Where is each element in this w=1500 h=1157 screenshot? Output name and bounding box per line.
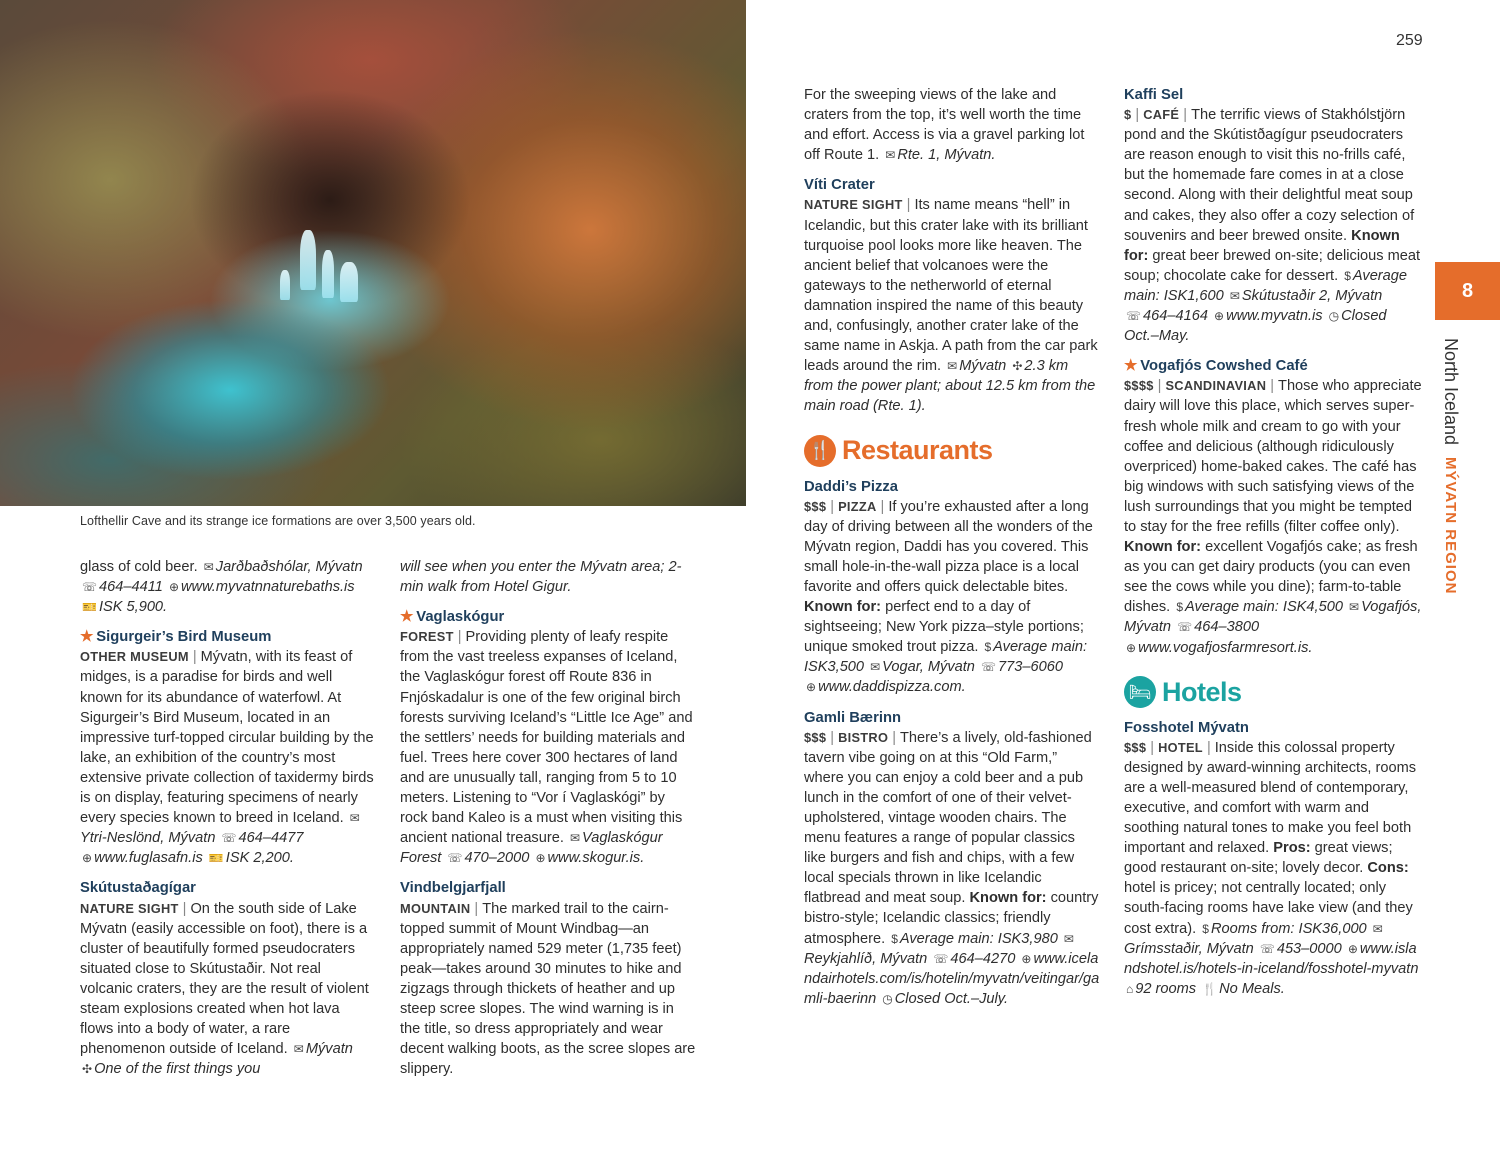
clock-icon: ◷	[882, 991, 893, 1006]
star-icon: ★	[1124, 358, 1138, 375]
entry-body: $$$ | PIZZA | If you’re exhausted after a long day of driving between all the wonders of the Mývatn region, Daddi has you covered. This small hole-in-the-wall pizza place is a local favorite and offers quick delectable bites. Known for: perfect end to a day of sightseeing; New York pizza–style portions; unique smoked trout pizza. $ Average main: ISK3,500 ✉ Vogar, Mývatn ☏ 773–6060 ⊕ www.daddispizza.com.	[804, 498, 1093, 696]
fork-knife-icon: 🍴	[804, 435, 836, 467]
star-icon: ★	[80, 629, 94, 646]
mail-icon: ✉	[947, 359, 958, 374]
globe-icon: ⊕	[535, 851, 546, 866]
entry-body: $ | CAFÉ | The terrific views of Stakhólstjörn pond and the Skútistðagígur pseudocraters are reason enough to visit this no-frills café, but the homemade fare comes in at a close second. Along with their delightful meat soup and cakes, they also offer a cozy selection of souvenirs and beer brewed onsite. Known for: great beer brewed on-site; delicious meat soup; chocolate cake for dessert. $ Average main: ISK1,600 ✉ Skútustaðir 2, Mývatn ☏ 464–4164 ⊕ www.myvatn.is ◷ Closed Oct.–May.	[1124, 107, 1421, 345]
photo-caption: Lofthellir Cave and its strange ice formations are over 3,500 years old.	[80, 514, 476, 528]
mail-icon: ✉	[203, 560, 214, 574]
chapter-tab: 8	[1435, 262, 1500, 320]
hotels-heading: 🛏 Hotels	[1124, 676, 1422, 708]
continued-text: For the sweeping views of the lake and craters from the top, it’s well worth the time and effort. Access is via a gravel parking lot off Route 1. ✉ Rte. 1, Mývatn.	[804, 87, 1085, 164]
website-link[interactable]: www.skogur.is.	[547, 850, 645, 867]
entry-title: ★ Vogafjós Cowshed Café	[1124, 358, 1308, 375]
mail-icon: ✉	[1063, 931, 1074, 946]
chapter-side-label	[1440, 338, 1461, 595]
website-link[interactable]: www.islandshotel.is/hotels-in-iceland/fosshotel-myvatn	[1124, 940, 1419, 977]
ticket-icon: 🎫	[82, 600, 97, 615]
phone-icon: ☏	[980, 660, 996, 675]
phone-icon: ☏	[1126, 309, 1142, 324]
ice-formation	[322, 250, 334, 298]
directions-icon: ✣	[1012, 359, 1023, 374]
globe-icon: ⊕	[82, 851, 93, 866]
continued-text: glass of cold beer. ✉ Jarðbaðshólar, Mývatn ☏ 464–4411 ⊕ www.myvatnnaturebaths.is 🎫 ISK 5,900.	[80, 559, 363, 616]
entry-title: Kaffi Sel	[1124, 87, 1184, 103]
globe-icon: ⊕	[1214, 309, 1225, 324]
phone-icon: ☏	[221, 831, 237, 846]
chapter-title: North Iceland	[1441, 338, 1461, 446]
phone-icon: ☏	[82, 580, 98, 595]
entry-title: Daddi’s Pizza	[804, 478, 899, 495]
phone-icon: ☏	[447, 851, 463, 866]
dollar-icon: $	[984, 640, 992, 655]
entry-title: Gamli Bærinn	[804, 709, 902, 726]
star-icon: ★	[400, 609, 414, 626]
globe-icon: ⊕	[1021, 951, 1032, 966]
column-1	[80, 557, 376, 1079]
continued-text: will see when you enter the Mývatn area; 2-min walk from Hotel Gigur.	[400, 559, 682, 596]
entry-body: NATURE SIGHT | Its name means “hell” in Icelandic, but this crater lake with its brilliant turquoise pool looks more like heaven. The ancient belief that volcanoes were the gateways to the netherworld of eternal damnation inspired the name of this beauty and, confusingly, another crater lake of the same name in Askja. A path from the car park leads around the rim. ✉ Mývatn ✣ 2.3 km from the power plant; about 12.5 km from the main road (Rte. 1).	[804, 197, 1098, 415]
phone-icon: ☏	[1177, 620, 1193, 635]
entry-title: Víti Crater	[804, 177, 875, 194]
bed-icon: ⌂	[1126, 981, 1134, 996]
mail-icon: ✉	[1372, 921, 1383, 936]
dollar-icon: $	[1344, 268, 1351, 283]
cave-photo	[0, 0, 746, 506]
entry-body: OTHER MUSEUM | Mývatn, with its feast of midges, is a paradise for birds and well known for its abundance of waterfowl. At Sigurgeir’s Bird Museum, located in an impressive turf-topped circular building by the lake, an exhibition of the country’s most extensive private collection of taxidermy birds is on display, featuring specimens of nearly every species known to breed in Iceland. ✉Ytri-Neslönd, Mývatn ☏ 464–4477 ⊕ www.fuglasafn.is 🎫 ISK 2,200.	[80, 649, 374, 867]
mail-icon: ✉	[870, 660, 881, 675]
page-number: 259	[1396, 32, 1423, 49]
website-link[interactable]: www.fuglasafn.is	[94, 850, 203, 867]
column-3	[804, 85, 1100, 1009]
entry-title: ★ Vaglaskógur	[400, 609, 505, 626]
globe-icon: ⊕	[1347, 941, 1358, 956]
phone-icon: ☏	[933, 951, 949, 966]
entry-title: Fosshotel Mývatn	[1124, 719, 1249, 736]
column-4	[1124, 85, 1422, 999]
mail-icon: ✉	[1349, 600, 1360, 615]
entry-body: $$$ | HOTEL | Inside this colossal property designed by award-winning architects, rooms are a well-measured blend of contemporary, executive, and comfort with warm and soothing natural tones to make you feel both important and relaxed. Pros: great views; good restaurant on-site; lovely decor. Cons: hotel is pricey; not centrally located; only south-facing rooms have lake view (and they cost extra). $ Rooms from: ISK36,000 ✉Grímsstaðir, Mývatn ☏ 453–0000 ⊕ www.islandshotel.is/hotels-in-iceland/fosshotel-myvatn ⌂ 92 rooms 🍴 No Meals.	[1124, 739, 1419, 997]
website-link[interactable]: www.myvatnnaturebaths.is	[181, 579, 355, 596]
mail-icon: ✉	[1229, 288, 1240, 303]
dollar-icon: $	[1176, 600, 1183, 615]
ice-formation	[280, 270, 290, 300]
globe-icon: ⊕	[806, 680, 817, 695]
website-link[interactable]: www.vogafjosfarmresort.is.	[1138, 639, 1313, 656]
entry-title: Skútustaðagígar	[80, 880, 196, 897]
restaurants-heading: 🍴 Restaurants	[804, 435, 1100, 467]
globe-icon: ⊕	[168, 580, 179, 595]
mail-icon: ✉	[569, 831, 581, 846]
fork-knife-icon: 🍴	[1202, 981, 1218, 996]
website-link[interactable]: www.myvatn.is	[1226, 308, 1323, 325]
ticket-icon: 🎫	[208, 851, 224, 866]
mail-icon: ✉	[349, 811, 360, 826]
phone-icon: ☏	[1259, 941, 1275, 956]
entry-body: $$$ | BISTRO | There’s a lively, old-fashioned tavern vibe going on at this “Old Farm,” where you can enjoy a cold beer and a pub lunch in the comfort of one of their velvet-upholstered, vintage wooden chairs. The menu features a range of popular classics like burgers and fish and chips, with a few local specials thrown in like Icelandic flatbread and meat soup. Known for: country bistro-style; Icelandic classics; friendly atmosphere. $ Average main: ISK3,980 ✉Reykjahlíð, Mývatn ☏ 464–4270 ⊕ www.icelandairhotels.com/is/hotelin/myvatn/veitingar/gamli-baerinn ◷ Closed Oct.–July.	[804, 729, 1100, 1007]
mail-icon: ✉	[885, 148, 896, 163]
dollar-icon: $	[891, 931, 898, 946]
clock-icon: ◷	[1328, 309, 1340, 324]
bed-icon: 🛏	[1124, 676, 1156, 708]
entry-title: ★ Sigurgeir’s Bird Museum	[80, 629, 272, 646]
mail-icon: ✉	[293, 1042, 304, 1057]
directions-icon: ✣	[82, 1062, 93, 1077]
website-link[interactable]: www.daddispizza.com.	[818, 679, 966, 696]
entry-body: MOUNTAIN | The marked trail to the cairn-topped summit of Mount Windbag—an appropriately named 529 meter (1,735 feet) peak—takes around 30 minutes to hike and zigzags through thickets of heather and up steep scree slopes. The wind warning is in the title, so dress appropriately and wear decent walking boots, as the scree slopes are slippery.	[400, 900, 696, 1078]
chapter-section: MÝVATN REGION	[1442, 457, 1459, 595]
ice-formation	[340, 262, 358, 302]
entry-body: $$$$ | SCANDINAVIAN | Those who appreciate dairy will love this place, which serves super-fresh whole milk and cream to go with your coffee and delicious (although ridiculously overpriced) home-baked cakes. The café has big windows with such satisfying views of the lush surroundings that you might be tempted to stay for the free refills (filter coffee only). Known for: excellent Vogafjós cake; as fresh as you can get dairy products (you can even see the cows while you dine); farm-to-table dishes. $ Average main: ISK4,500 ✉ Vogafjós, Mývatn ☏ 464–3800 ⊕ www.vogafjosfarmresort.is.	[1124, 378, 1422, 656]
ice-formation	[300, 230, 316, 290]
website-link[interactable]: www.icelandairhotels.com/is/hotelin/myvatn/veitingar/gamli-baerinn	[804, 950, 1100, 1007]
column-2	[400, 557, 696, 1079]
entry-body: FOREST | Providing plenty of leafy respite from the vast treeless expanses of Iceland, the Vaglaskógur forest off Route 836 in Fnjóskadalur is one of the few original birch forests surviving Iceland’s “Little Ice Age” and the settlers’ needs for building materials and fuel. Trees here cover 300 hectares of land and are unusually tall, ranging from 5 to 10 meters. Listening to “Vor í Vaglaskógi” by rock band Kaleo is a must when visiting this ancient national treasure. ✉ Vaglaskógur Forest ☏ 470–2000 ⊕ www.skogur.is.	[400, 629, 693, 867]
globe-icon: ⊕	[1126, 640, 1137, 655]
entry-body: NATURE SIGHT | On the south side of Lake Mývatn (easily accessible on foot), there is a cluster of beautifully formed pseudocraters situated close to Skútustaðir. Not real volcanic craters, they are the result of violent steam explosions created when hot lava flows into a body of water, a rare phenomenon outside of Iceland. ✉ Mývatn ✣ One of the first things you	[80, 900, 369, 1078]
dollar-icon: $	[1202, 921, 1209, 936]
entry-title: Vindbelgjarfjall	[400, 880, 506, 897]
